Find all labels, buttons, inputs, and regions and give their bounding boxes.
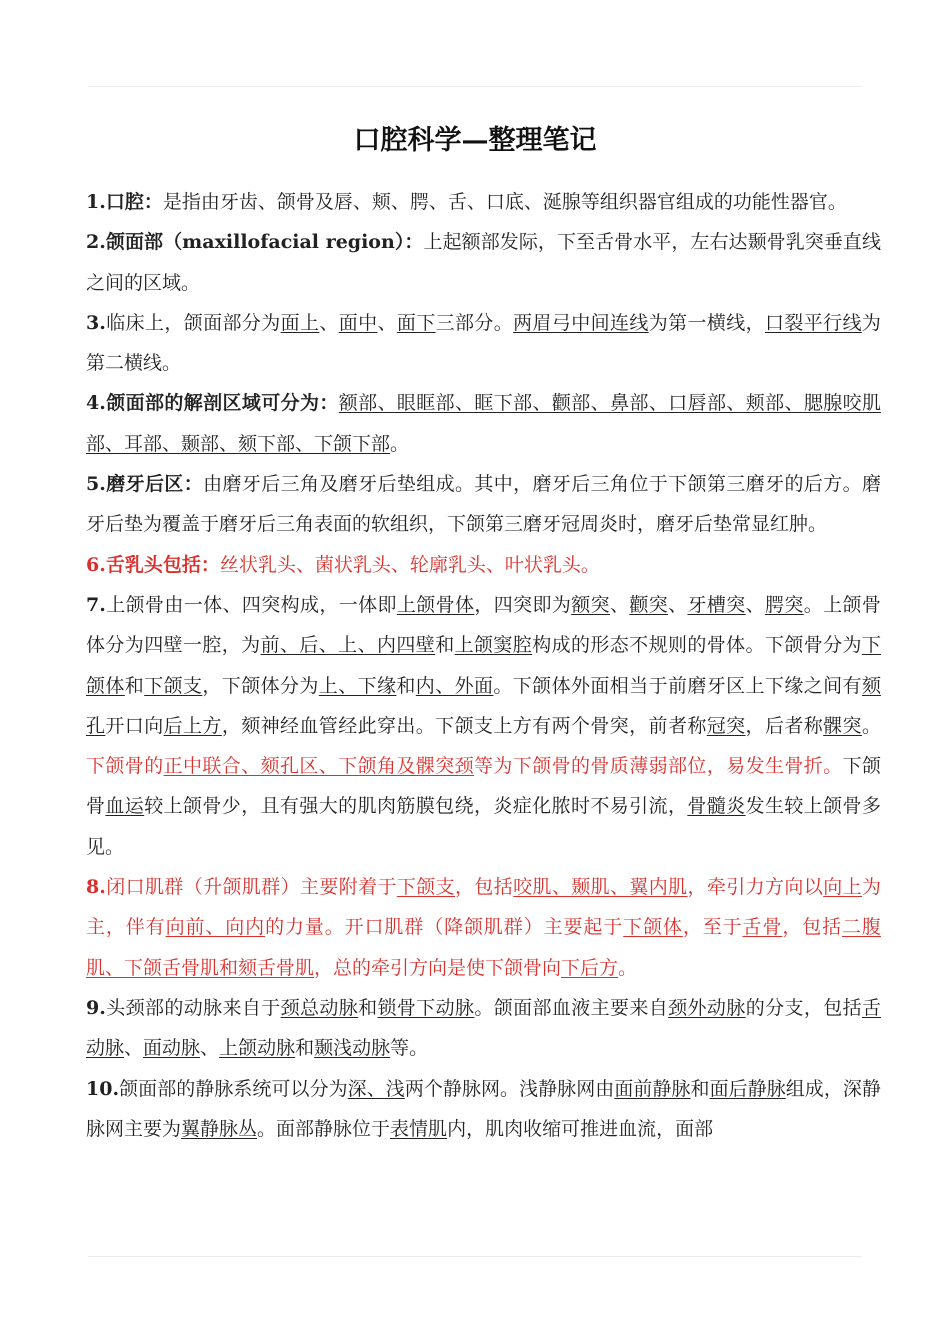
- note-paragraph-8: [86, 867, 881, 988]
- note-text: 下颌骨的: [86, 755, 164, 778]
- note-text: ，总的牵引方向是使下颌骨向: [314, 956, 562, 979]
- underlined-term: 二腹肌、下颌舌骨肌和颏舌骨肌: [86, 916, 881, 979]
- underlined-term: 下颌体: [623, 916, 683, 939]
- underlined-term: 额突: [571, 593, 610, 616]
- note-text: 的分支，包括: [745, 996, 862, 1019]
- note-text: 头颈部的动脉来自于: [105, 996, 281, 1019]
- note-text: 丝状乳头、菌状乳头、轮廓乳头、叶状乳头。: [219, 553, 600, 576]
- note-text: 为第一横线，: [648, 311, 765, 334]
- note-text: 、: [609, 593, 630, 616]
- note-text: 开口向: [105, 714, 164, 737]
- note-text: 闭口肌群（升颌肌群）主要附着于: [105, 876, 397, 899]
- note-text: 等。: [390, 1037, 429, 1060]
- underlined-term: 骨髓炎: [687, 795, 746, 818]
- underlined-term: 正中联合、颏孔区、下颌角及髁突颈: [163, 755, 474, 778]
- note-paragraph-3: [86, 303, 881, 384]
- note-text: 两个静脉网。浅静脉网由: [404, 1077, 615, 1100]
- note-text: 和: [295, 1037, 315, 1060]
- note-paragraph-10: [86, 1069, 881, 1150]
- notes-body: [86, 182, 881, 1149]
- note-heading: 10.: [86, 1077, 120, 1100]
- note-text: 。颌面部血液主要来自: [474, 996, 669, 1019]
- note-text: ，牵引力方向以: [687, 876, 824, 899]
- note-text: 。下颌体外面相当于前磨牙区上下缘之间有: [493, 674, 862, 697]
- underlined-term: 咬肌、颞肌、翼内肌: [513, 876, 688, 899]
- note-text: 构成的形态不规则的骨体。下颌骨分为: [532, 634, 862, 657]
- note-text: 和: [690, 1077, 710, 1100]
- note-paragraph-5: [86, 464, 881, 545]
- underlined-term: 下颌支: [144, 674, 203, 697]
- underlined-term: 深、浅: [347, 1077, 405, 1100]
- note-text: 发生较上颌骨多见。: [86, 795, 881, 858]
- note-text: ，颏神经血管经此穿出。下颌支上方有两个骨突，前者称: [221, 714, 707, 737]
- note-text: 。面部静脉位于: [257, 1117, 391, 1140]
- underlined-term: 内、外面: [415, 674, 494, 697]
- note-paragraph-2: [86, 222, 881, 303]
- note-text: 等为下颌骨的骨质薄弱部位，易发生骨折。: [474, 755, 843, 778]
- underlined-term: 髁突: [823, 714, 862, 737]
- underlined-term: 两眉弓中间连线: [513, 311, 649, 334]
- note-text: 上起额部发际，下至舌骨水平，左右达颞骨乳突垂直线之间的区域。: [86, 231, 881, 294]
- underlined-term: 面中: [338, 311, 378, 334]
- page-title: 口腔科学—整理笔记: [353, 125, 597, 156]
- underlined-term: 面前静脉: [614, 1077, 691, 1100]
- underlined-term: 额部、眼眶部、眶下部、颧部、鼻部、口唇部、颊部、腮腺咬肌部、耳部、颞部、颏下部、下颌下部: [86, 392, 881, 455]
- underlined-term: 口裂平行线: [764, 311, 862, 334]
- note-text: 三部分。: [435, 311, 514, 334]
- underlined-term: 颧突: [629, 593, 669, 616]
- note-text: 、: [319, 311, 339, 334]
- underlined-term: 上颌骨体: [396, 593, 475, 616]
- underlined-term: 上、下缘: [318, 674, 397, 697]
- note-text: 为第二横线。: [86, 311, 881, 375]
- note-text: 。: [390, 432, 410, 455]
- underlined-term: 下颌体: [86, 634, 881, 697]
- note-heading: 8.: [86, 876, 106, 899]
- note-text: 为主，伴有: [86, 876, 881, 939]
- underlined-term: 舌动脉: [86, 996, 881, 1060]
- note-text: 和: [396, 674, 416, 697]
- note-heading: 6.舌乳头包括：: [86, 553, 220, 576]
- note-text: ，包括: [455, 876, 514, 899]
- note-text: ，后者称: [745, 714, 824, 737]
- note-text: 和: [358, 996, 378, 1019]
- underlined-term: 颞浅动脉: [314, 1037, 391, 1060]
- underlined-term: 锁骨下动脉: [377, 996, 475, 1019]
- note-text: 的力量。开口肌群（降颌肌群）主要起于: [265, 916, 624, 939]
- underlined-term: 上颌动脉: [219, 1037, 296, 1060]
- underlined-term: 下颌支: [396, 876, 456, 899]
- note-text: 颌面部的静脉系统可以分为: [119, 1077, 348, 1100]
- note-heading: 3.: [86, 311, 106, 334]
- note-text: 、: [124, 1037, 144, 1060]
- underlined-term: 腭突: [764, 593, 804, 616]
- underlined-term: 后上方: [163, 714, 222, 737]
- top-divider: [88, 86, 862, 87]
- underlined-term: 前、后、上、内四壁: [260, 634, 436, 657]
- note-heading: 2.颌面部（maxillofacial region）：: [86, 231, 424, 254]
- underlined-term: 面下: [396, 311, 436, 334]
- underlined-term: 表情肌: [390, 1117, 448, 1140]
- note-paragraph-4: [86, 383, 881, 464]
- note-paragraph-6: [86, 545, 881, 585]
- underlined-term: 牙槽突: [687, 593, 746, 616]
- note-text: ，四突即为: [474, 593, 572, 616]
- note-text: 。: [861, 714, 881, 737]
- note-text: 下颌骨: [86, 755, 881, 818]
- note-text: 是指由牙齿、颌骨及唇、颊、腭、舌、口底、涎腺等组织器官组成的功能性器官。: [162, 191, 847, 213]
- underlined-term: 颏孔: [86, 674, 881, 737]
- underlined-term: 向上: [823, 876, 862, 899]
- note-text: 。: [618, 956, 638, 979]
- note-text: 、: [377, 311, 397, 334]
- note-text: ，下颌体分为: [202, 674, 319, 697]
- note-text: 较上颌骨少，且有强大的肌肉筋膜包绕，炎症化脓时不易引流，: [144, 795, 688, 818]
- note-heading: 5.磨牙后区：: [86, 473, 204, 496]
- underlined-term: 舌骨: [742, 916, 783, 939]
- note-text: 、: [200, 1037, 220, 1060]
- note-text: 组成，深静脉网主要为: [86, 1077, 881, 1140]
- underlined-term: 面后静脉: [709, 1077, 786, 1100]
- note-heading: 4.颌面部的解剖区域可分为：: [86, 392, 339, 415]
- note-text: 内，肌肉收缩可推进血流，面部: [447, 1117, 714, 1140]
- note-heading: 7.: [86, 593, 106, 616]
- bottom-divider: [88, 1256, 862, 1257]
- note-text: 。上颌骨体分为四壁一腔，为: [86, 593, 881, 657]
- underlined-term: 向前、向内: [165, 916, 266, 939]
- note-text: 上颌骨由一体、四突构成，一体即: [105, 593, 397, 616]
- note-paragraph-7: [86, 585, 881, 867]
- note-text: ，包括: [782, 916, 843, 939]
- underlined-term: 颈外动脉: [668, 996, 746, 1019]
- note-paragraph-1: [86, 182, 881, 222]
- underlined-term: 下后方: [561, 956, 619, 979]
- underlined-term: 翼静脉丛: [181, 1117, 258, 1140]
- note-text: 和: [124, 674, 145, 697]
- note-text: 、: [745, 593, 765, 616]
- note-heading: 1.口腔：: [86, 191, 163, 213]
- underlined-term: 面动脉: [143, 1037, 201, 1060]
- underlined-term: 上颌窦腔: [454, 634, 533, 657]
- underlined-term: 冠突: [706, 714, 746, 737]
- underlined-term: 颈总动脉: [280, 996, 359, 1019]
- note-text: ，至于: [682, 916, 743, 939]
- note-paragraph-9: [86, 988, 881, 1069]
- note-heading: 9.: [86, 996, 106, 1019]
- underlined-term: 面上: [280, 311, 320, 334]
- note-text: 、: [668, 593, 688, 616]
- note-text: 和: [435, 634, 455, 657]
- note-text: 临床上，颌面部分为: [105, 311, 281, 334]
- underlined-term: 血运: [105, 795, 145, 818]
- note-text: 由磨牙后三角及磨牙后垫组成。其中，磨牙后三角位于下颌第三磨牙的后方。磨牙后垫为覆盖于磨牙后三角表面的软组织，下颌第三磨牙冠周炎时，磨牙后垫常显红肿。: [86, 473, 881, 536]
